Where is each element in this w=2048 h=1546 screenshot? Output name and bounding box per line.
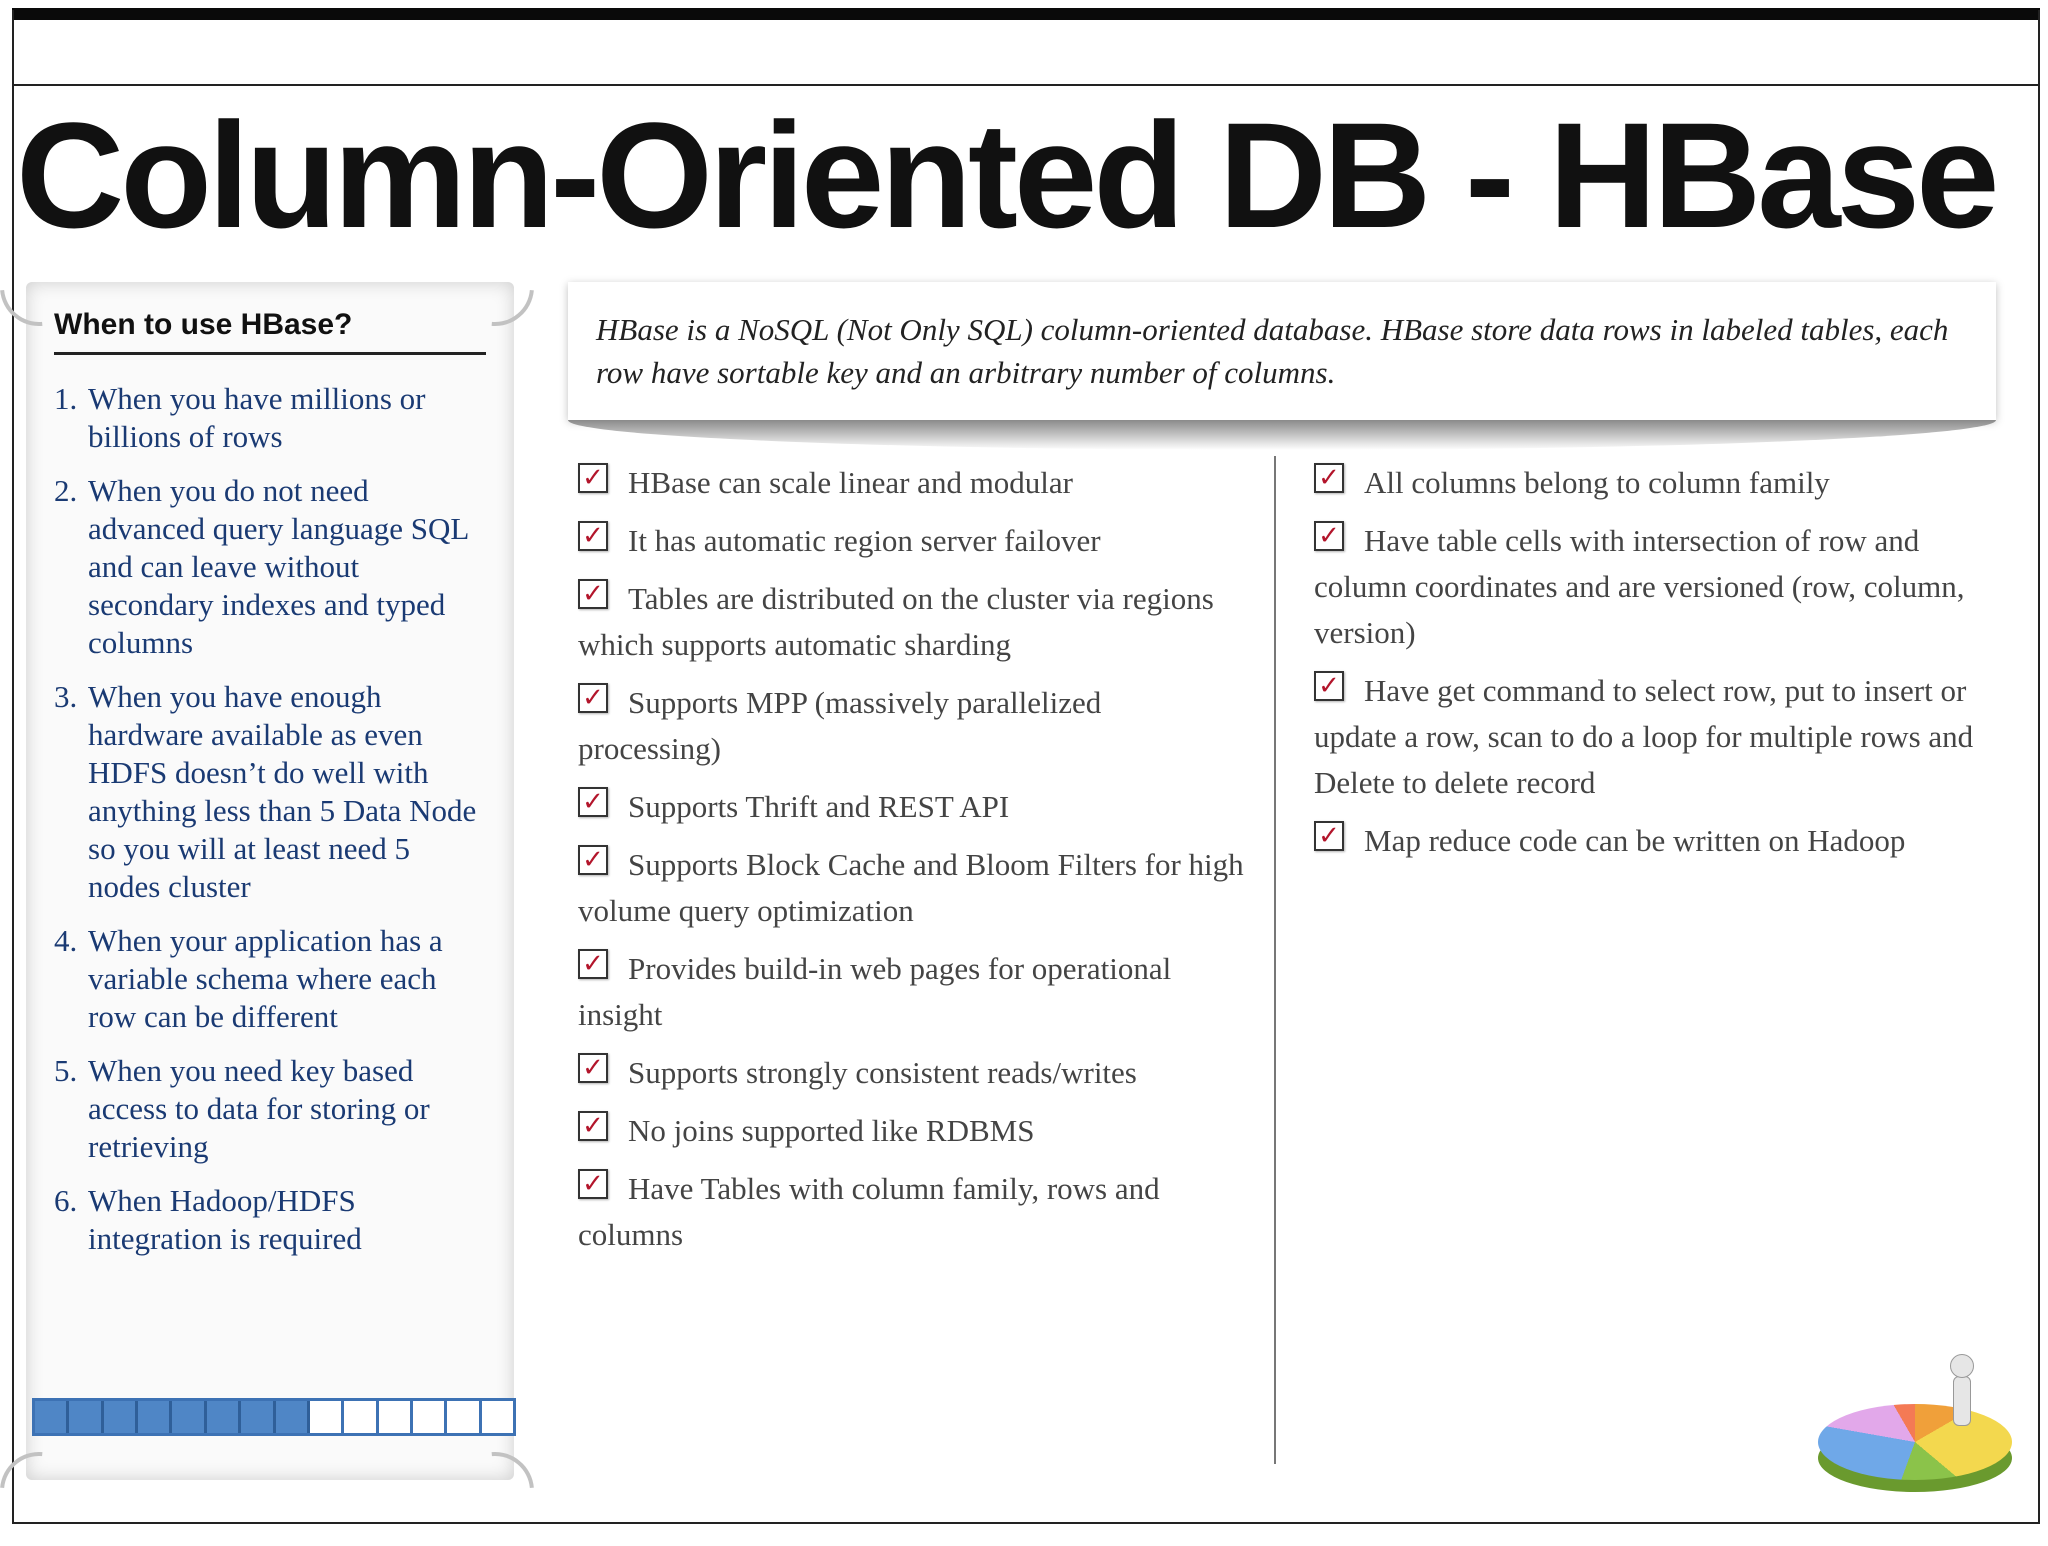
sidebar-heading: When to use HBase? [54, 308, 486, 355]
list-number: 1. [54, 381, 78, 416]
definition-text: HBase is a NoSQL (Not Only SQL) column-oriented database. HBase store data rows in labeled tables, each row have sortable key and an arbitrary number of columns. [596, 312, 1949, 390]
list-text: When you need key based access to data for storing or retrieving [88, 1053, 430, 1164]
figure-head [1950, 1354, 1974, 1378]
feature-text: Supports strongly consistent reads/writes [628, 1055, 1137, 1090]
feature-text: Map reduce code can be written on Hadoop [1364, 823, 1906, 858]
feature-text: Have table cells with intersection of row and column coordinates and are versioned (row, column, version) [1314, 523, 1965, 650]
check-icon: ✓ [1314, 821, 1344, 851]
list-number: 6. [54, 1183, 78, 1218]
check-icon: ✓ [578, 683, 608, 713]
feature-item [578, 842, 1248, 934]
feature-item [578, 680, 1248, 772]
check-icon: ✓ [578, 1169, 608, 1199]
feature-item [578, 946, 1248, 1038]
progress-segment-empty [379, 1401, 413, 1433]
check-icon: ✓ [578, 949, 608, 979]
feature-text: Have get command to select row, put to insert or update a row, scan to do a loop for multiple rows and Delete to delete record [1314, 673, 1974, 800]
feature-item [578, 576, 1248, 668]
list-item [54, 380, 484, 456]
feature-text: It has automatic region server failover [628, 523, 1101, 558]
feature-item [1314, 518, 1994, 656]
list-text: When Hadoop/HDFS integration is required [88, 1183, 362, 1256]
list-number: 4. [54, 923, 78, 958]
features-list-right [1314, 460, 1994, 876]
check-icon: ✓ [1314, 671, 1344, 701]
check-icon: ✓ [1314, 521, 1344, 551]
column-divider [1274, 456, 1276, 1464]
feature-item [578, 460, 1248, 506]
list-item [54, 472, 484, 662]
slide-progress-bar [32, 1398, 516, 1436]
progress-segment-filled [207, 1401, 241, 1433]
feature-text: HBase can scale linear and modular [628, 465, 1074, 500]
list-number: 2. [54, 473, 78, 508]
progress-segment-filled [172, 1401, 206, 1433]
progress-segment-filled [104, 1401, 138, 1433]
pie-chart-figure-icon [1814, 1350, 2014, 1510]
feature-text: Supports Thrift and REST API [628, 789, 1010, 824]
check-icon: ✓ [578, 463, 608, 493]
feature-item [578, 518, 1248, 564]
feature-text: All columns belong to column family [1364, 465, 1830, 500]
list-text: When you do not need advanced query language SQL and can leave without secondary indexes and typed columns [88, 473, 469, 660]
list-number: 5. [54, 1053, 78, 1088]
feature-item [578, 1050, 1248, 1096]
feature-item [1314, 460, 1994, 506]
feature-item [1314, 818, 1994, 864]
feature-text: No joins supported like RDBMS [628, 1113, 1035, 1148]
list-item [54, 678, 484, 906]
when-to-use-list [54, 380, 484, 1274]
figure-body [1953, 1376, 1971, 1426]
list-text: When you have enough hardware available as even HDFS doesn’t do well with anything less than 5 Data Node so you will at least need 5 nodes cluster [88, 679, 477, 904]
progress-segment-empty [310, 1401, 344, 1433]
feature-text: Supports Block Cache and Bloom Filters for high volume query optimization [578, 847, 1244, 928]
feature-item [578, 1166, 1248, 1258]
check-icon: ✓ [1314, 463, 1344, 493]
check-icon: ✓ [578, 845, 608, 875]
feature-item [1314, 668, 1994, 806]
definition-box [568, 282, 1996, 420]
progress-segment-empty [344, 1401, 378, 1433]
feature-text: Supports MPP (massively parallelized processing) [578, 685, 1102, 766]
list-item [54, 1182, 484, 1258]
check-icon: ✓ [578, 1111, 608, 1141]
check-icon: ✓ [578, 521, 608, 551]
list-text: When your application has a variable schema where each row can be different [88, 923, 443, 1034]
feature-text: Have Tables with column family, rows and columns [578, 1171, 1160, 1252]
header-divider [12, 84, 2040, 86]
check-icon: ✓ [578, 1053, 608, 1083]
feature-text: Provides build-in web pages for operational insight [578, 951, 1172, 1032]
progress-segment-empty [447, 1401, 481, 1433]
feature-text: Tables are distributed on the cluster via regions which supports automatic sharding [578, 581, 1214, 662]
list-item [54, 1052, 484, 1166]
list-item [54, 922, 484, 1036]
list-text: When you have millions or billions of rows [88, 381, 426, 454]
slide-title: Column-Oriented DB - HBase [16, 91, 1996, 259]
progress-segment-filled [241, 1401, 275, 1433]
progress-segment-filled [276, 1401, 310, 1433]
feature-item [578, 1108, 1248, 1154]
pie-top [1818, 1404, 2012, 1480]
check-icon: ✓ [578, 579, 608, 609]
progress-segment-filled [69, 1401, 103, 1433]
progress-segment-empty [482, 1401, 513, 1433]
check-icon: ✓ [578, 787, 608, 817]
list-number: 3. [54, 679, 78, 714]
features-list-left [578, 460, 1248, 1270]
progress-segment-filled [35, 1401, 69, 1433]
progress-segment-filled [138, 1401, 172, 1433]
progress-segment-empty [413, 1401, 447, 1433]
feature-item [578, 784, 1248, 830]
